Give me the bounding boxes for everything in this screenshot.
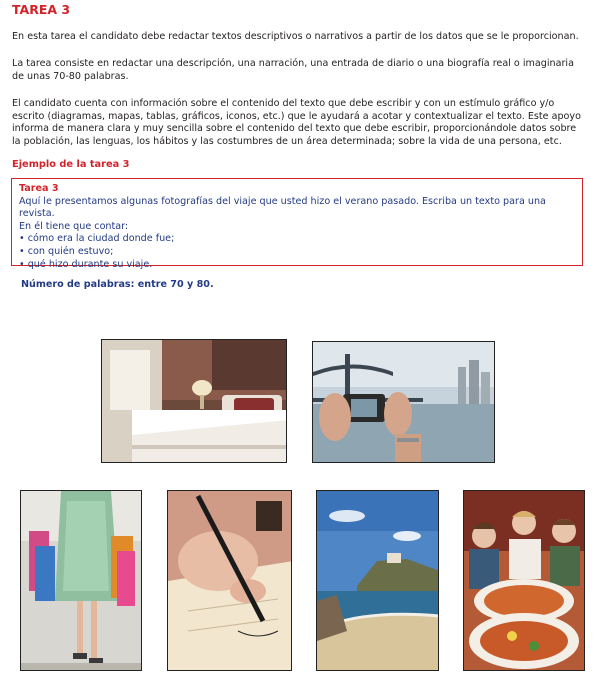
hotel-room-photo — [101, 339, 287, 463]
example-heading: Ejemplo de la tarea 3 — [12, 159, 130, 170]
camera-bridge-photo — [312, 341, 495, 463]
word-count-note: Número de palabras: entre 70 y 80. — [21, 279, 214, 290]
friends-eating-photo — [463, 490, 585, 671]
example-box-item: • qué hizo durante su viaje. — [19, 259, 575, 272]
page-title: TAREA 3 — [12, 2, 71, 17]
example-box-item: • con quién estuvo; — [19, 246, 575, 259]
intro-paragraph: En esta tarea el candidato debe redactar textos descriptivos o narrativos a partir de los datos que se le proporcionan. — [12, 31, 579, 42]
beach-photo — [316, 490, 439, 671]
shopping-photo — [20, 490, 142, 671]
writing-hand-photo — [167, 490, 292, 671]
task-description-paragraph: La tarea consiste en redactar una descripción, una narración, una entrada de diario o una biografía real o imaginaria de unas 70-80 palabras. — [12, 58, 574, 82]
candidate-info-paragraph: El candidato cuenta con información sobre el contenido del texto que debe escribir y con un estímulo gráfico y/o escrito (diagramas, mapas, tablas, gráficos, iconos, etc.) que le ayudará a acotar y contextualizar el texto. Este apoyo informa de manera clara y muy sencilla sobre el contenido del texto que debe escribir, proporcionándole datos sobre la población, las lenguas, los hábitos y las costumbres de un área determinada; sobre la vida de una persona, etc. — [12, 98, 581, 147]
example-box-lead: En él tiene que contar: — [19, 220, 129, 232]
example-box-instruction: Aquí le presentamos algunas fotografías del viaje que usted hizo el verano pasado. Escriba un texto para una revista. — [19, 195, 546, 220]
example-task-box — [11, 178, 583, 270]
example-box-title: Tarea 3 — [19, 183, 59, 194]
example-box-item: • cómo era la ciudad donde fue; — [19, 233, 575, 246]
